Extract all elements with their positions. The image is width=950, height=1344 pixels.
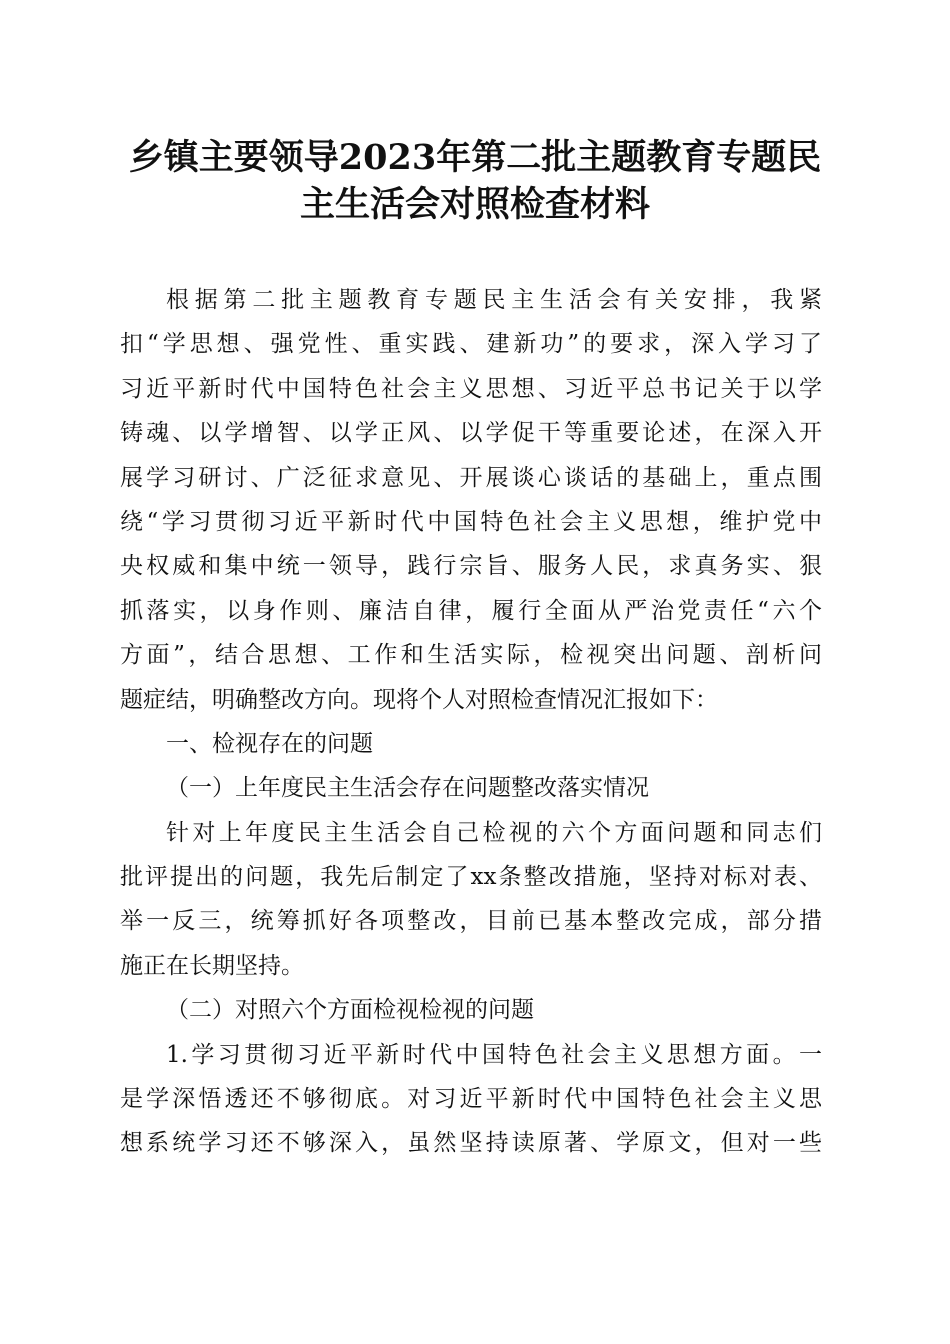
title-line: 主生活会对照检查材料: [299, 184, 650, 225]
text-line: 央权威和集中统一领导，践行宗旨、服务人民，求真务实、狠: [120, 553, 822, 580]
text-line: 施正在长期坚持。: [120, 952, 304, 979]
text-line: 铸魂、以学增智、以学正风、以学促干等重要论述，在深入开: [120, 420, 822, 447]
document-body: [120, 278, 822, 1166]
text-line: 针对上年度民主生活会自己检视的六个方面问题和同志们: [166, 819, 822, 846]
text-line: 方面”，结合思想、工作和生活实际，检视突出问题、剖析问: [120, 642, 822, 669]
text-line: 展学习研讨、广泛征求意见、开展谈心谈话的基础上，重点围: [120, 464, 822, 491]
document-title: [0, 134, 950, 228]
title-line: 乡镇主要领导2023年第二批主题教育专题民: [128, 137, 822, 178]
text-line: 绕“学习贯彻习近平新时代中国特色社会主义思想，维护党中: [120, 508, 822, 535]
text-line: 1.学习贯彻习近平新时代中国特色社会主义思想方面。一: [166, 1041, 822, 1068]
text-line: 批评提出的问题，我先后制定了xx条整改措施，坚持对标对表、: [120, 864, 822, 891]
text-line: 根据第二批主题教育专题民主生活会有关安排，我紧: [166, 287, 822, 313]
section-heading: 一、检视存在的问题: [166, 730, 373, 757]
text-line: 抓落实，以身作则、廉洁自律，履行全面从严治党责任“六个: [120, 597, 822, 624]
text-line: 扣“学思想、强党性、重实践、建新功”的要求，深入学习了: [120, 331, 822, 358]
text-line: 习近平新时代中国特色社会主义思想、习近平总书记关于以学: [120, 375, 822, 402]
text-line: 题症结，明确整改方向。现将个人对照检查情况汇报如下：: [120, 686, 718, 713]
text-line: 是学深悟透还不够彻底。对习近平新时代中国特色社会主义思: [120, 1086, 822, 1113]
text-line: 举一反三，统筹抓好各项整改，目前已基本整改完成，部分措: [120, 908, 822, 935]
subsection-heading: （二）对照六个方面检视检视的问题: [166, 997, 534, 1024]
subsection-heading: （一）上年度民主生活会存在问题整改落实情况: [166, 775, 649, 802]
text-line: 想系统学习还不够深入，虽然坚持读原著、学原文，但对一些: [120, 1130, 822, 1157]
